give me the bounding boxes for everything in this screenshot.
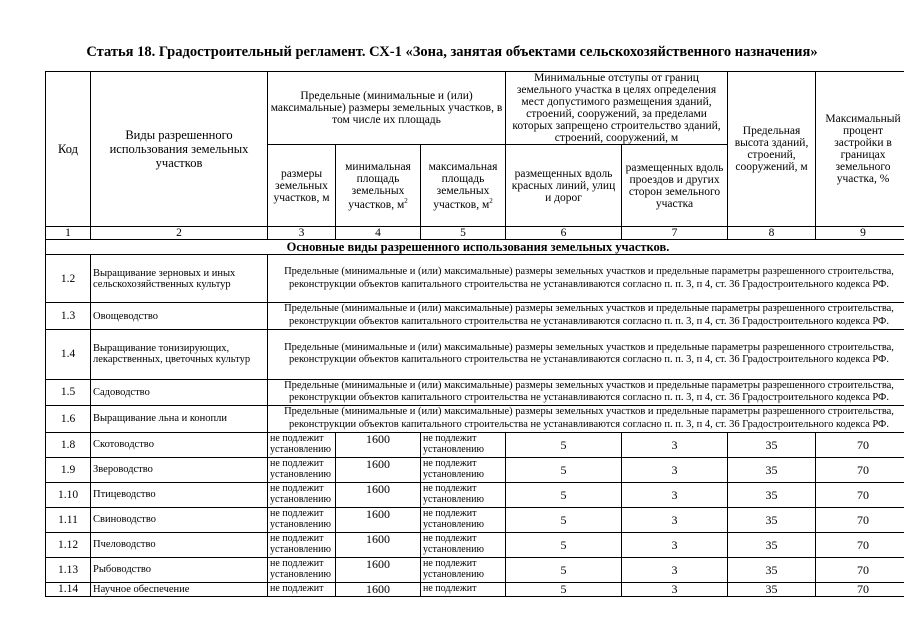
row-size: не подлежит установлению <box>268 557 336 582</box>
row-name: Овощеводство <box>91 303 268 329</box>
table-row <box>46 379 904 405</box>
row-height: 35 <box>728 432 816 457</box>
row-code: 1.5 <box>46 379 91 405</box>
row-code: 1.13 <box>46 557 91 582</box>
row-setback-streets: 5 <box>506 557 622 582</box>
row-min-area: 1600 <box>336 507 421 532</box>
table-row <box>46 405 904 432</box>
table-row <box>46 432 904 457</box>
header-min-area: минимальная площадь земельных участков, $м^2$ <box>336 145 421 227</box>
row-code: 1.11 <box>46 507 91 532</box>
row-size: не подлежит установлению <box>268 457 336 482</box>
row-name: Скотоводство <box>91 432 268 457</box>
row-setback-streets: 5 <box>506 532 622 557</box>
row-code: 1.12 <box>46 532 91 557</box>
row-size: не подлежит установлению <box>268 532 336 557</box>
row-coverage: 70 <box>816 557 904 582</box>
row-max-area: не подлежит установлению <box>421 557 506 582</box>
regulation-table <box>45 71 904 597</box>
header-limits-group: Предельные (минимальные и (или) максимальные) размеры земельных участков, в том числе их площадь <box>268 72 506 145</box>
row-name: Рыбоводство <box>91 557 268 582</box>
row-merged-note: Предельные (минимальные и (или) максимальные) размеры земельных участков и предельные параметры разрешенного строительства, реконструкции объектов капитального строительства не устанавливаются согласно п. п. 3, п 4, ст. 36 Градостроительного кодекса РФ. <box>268 329 904 379</box>
row-merged-note: Предельные (минимальные и (или) максимальные) размеры земельных участков и предельные параметры разрешенного строительства, реконструкции объектов капитального строительства не устанавливаются согласно п. п. 3, п 4, ст. 36 Градостроительного кодекса РФ. <box>268 379 904 405</box>
row-height: 35 <box>728 532 816 557</box>
header-types: Виды разрешенного использования земельных участков <box>91 72 268 227</box>
row-min-area: 1600 <box>336 457 421 482</box>
table-row <box>46 303 904 329</box>
header-setback-group: Минимальные отступы от границ земельного участка в целях определения мест допустимого размещения зданий, строений, сооружений, за пределами которых запрещено строительство зданий, строений, сооружений, м <box>506 72 728 145</box>
table-row <box>46 329 904 379</box>
row-name: Пчеловодство <box>91 532 268 557</box>
column-number: 7 <box>622 227 728 240</box>
table-row <box>46 557 904 582</box>
header-max-coverage: Максимальный процент застройки в границах земельного участка, % <box>816 72 904 227</box>
row-height: 35 <box>728 457 816 482</box>
row-coverage: 70 <box>816 582 904 596</box>
row-code: 1.14 <box>46 582 91 596</box>
row-max-area: не подлежит установлению <box>421 432 506 457</box>
row-min-area: 1600 <box>336 582 421 596</box>
row-name: Звероводство <box>91 457 268 482</box>
column-number: 1 <box>46 227 91 240</box>
row-height: 35 <box>728 582 816 596</box>
header-setback-other: размещенных вдоль проездов и других сторон земельного участка <box>622 145 728 227</box>
row-setback-other: 3 <box>622 482 728 507</box>
row-size: не подлежит установлению <box>268 482 336 507</box>
row-setback-streets: 5 <box>506 507 622 532</box>
row-name: Свиноводство <box>91 507 268 532</box>
row-merged-note: Предельные (минимальные и (или) максимальные) размеры земельных участков и предельные параметры разрешенного строительства, реконструкции объектов капитального строительства не устанавливаются согласно п. п. 3, п 4, ст. 36 Градостроительного кодекса РФ. <box>268 255 904 303</box>
header-size: размеры земельных участков, м <box>268 145 336 227</box>
row-code: 1.6 <box>46 405 91 432</box>
row-max-area: не подлежит установлению <box>421 482 506 507</box>
row-max-area: не подлежит установлению <box>421 507 506 532</box>
row-setback-other: 3 <box>622 432 728 457</box>
row-code: 1.8 <box>46 432 91 457</box>
row-name: Научное обеспечение <box>91 582 268 596</box>
row-coverage: 70 <box>816 432 904 457</box>
row-max-area: не подлежит установлению <box>421 457 506 482</box>
table-row <box>46 457 904 482</box>
row-coverage: 70 <box>816 482 904 507</box>
row-setback-streets: 5 <box>506 482 622 507</box>
row-min-area: 1600 <box>336 482 421 507</box>
page-title: Статья 18. Градостроительный регламент. СХ-1 «Зона, занятая объектами сельскохозяйственного назначения» <box>86 44 818 60</box>
row-code: 1.2 <box>46 255 91 303</box>
row-name: Выращивание льна и конопли <box>91 405 268 432</box>
row-name: Выращивание тонизирующих, лекарственных, цветочных культур <box>91 329 268 379</box>
table-row <box>46 507 904 532</box>
row-merged-note: Предельные (минимальные и (или) максимальные) размеры земельных участков и предельные параметры разрешенного строительства, реконструкции объектов капитального строительства не устанавливаются согласно п. п. 3, п 4, ст. 36 Градостроительного кодекса РФ. <box>268 303 904 329</box>
header-max-height: Предельная высота зданий, строений, сооружений, м <box>728 72 816 227</box>
row-code: 1.10 <box>46 482 91 507</box>
column-number: 6 <box>506 227 622 240</box>
row-name: Выращивание зерновых и иных сельскохозяйственных культур <box>91 255 268 303</box>
row-code: 1.9 <box>46 457 91 482</box>
column-number: 5 <box>421 227 506 240</box>
section-title: Основные виды разрешенного использования земельных участков. <box>46 240 904 255</box>
row-setback-streets: 5 <box>506 457 622 482</box>
row-code: 1.3 <box>46 303 91 329</box>
header-max-area: максимальная площадь земельных участков, $м^2$ <box>421 145 506 227</box>
column-number: 3 <box>268 227 336 240</box>
row-name: Птицеводство <box>91 482 268 507</box>
row-setback-streets: 5 <box>506 432 622 457</box>
column-number: 9 <box>816 227 904 240</box>
table-row <box>46 482 904 507</box>
row-height: 35 <box>728 507 816 532</box>
table-row <box>46 582 904 596</box>
column-number: 4 <box>336 227 421 240</box>
row-min-area: 1600 <box>336 432 421 457</box>
column-numbers-row <box>46 227 904 240</box>
header-setback-streets: размещенных вдоль красных линий, улиц и дорог <box>506 145 622 227</box>
row-coverage: 70 <box>816 457 904 482</box>
row-max-area: не подлежит <box>421 582 506 596</box>
table-row <box>46 255 904 303</box>
row-min-area: 1600 <box>336 532 421 557</box>
row-coverage: 70 <box>816 507 904 532</box>
row-height: 35 <box>728 557 816 582</box>
row-height: 35 <box>728 482 816 507</box>
header-code: Код <box>46 72 91 227</box>
row-size: не подлежит установлению <box>268 507 336 532</box>
row-setback-other: 3 <box>622 507 728 532</box>
row-min-area: 1600 <box>336 557 421 582</box>
table-row <box>46 532 904 557</box>
row-code: 1.4 <box>46 329 91 379</box>
row-setback-other: 3 <box>622 532 728 557</box>
row-setback-other: 3 <box>622 457 728 482</box>
row-coverage: 70 <box>816 532 904 557</box>
row-name: Садоводство <box>91 379 268 405</box>
column-number: 8 <box>728 227 816 240</box>
row-merged-note: Предельные (минимальные и (или) максимальные) размеры земельных участков и предельные параметры разрешенного строительства, реконструкции объектов капитального строительства не устанавливаются согласно п. п. 3, п 4, ст. 36 Градостроительного кодекса РФ. <box>268 405 904 432</box>
row-max-area: не подлежит установлению <box>421 532 506 557</box>
row-size: не подлежит установлению <box>268 432 336 457</box>
row-setback-other: 3 <box>622 582 728 596</box>
row-setback-streets: 5 <box>506 582 622 596</box>
row-setback-other: 3 <box>622 557 728 582</box>
column-number: 2 <box>91 227 268 240</box>
row-size: не подлежит <box>268 582 336 596</box>
